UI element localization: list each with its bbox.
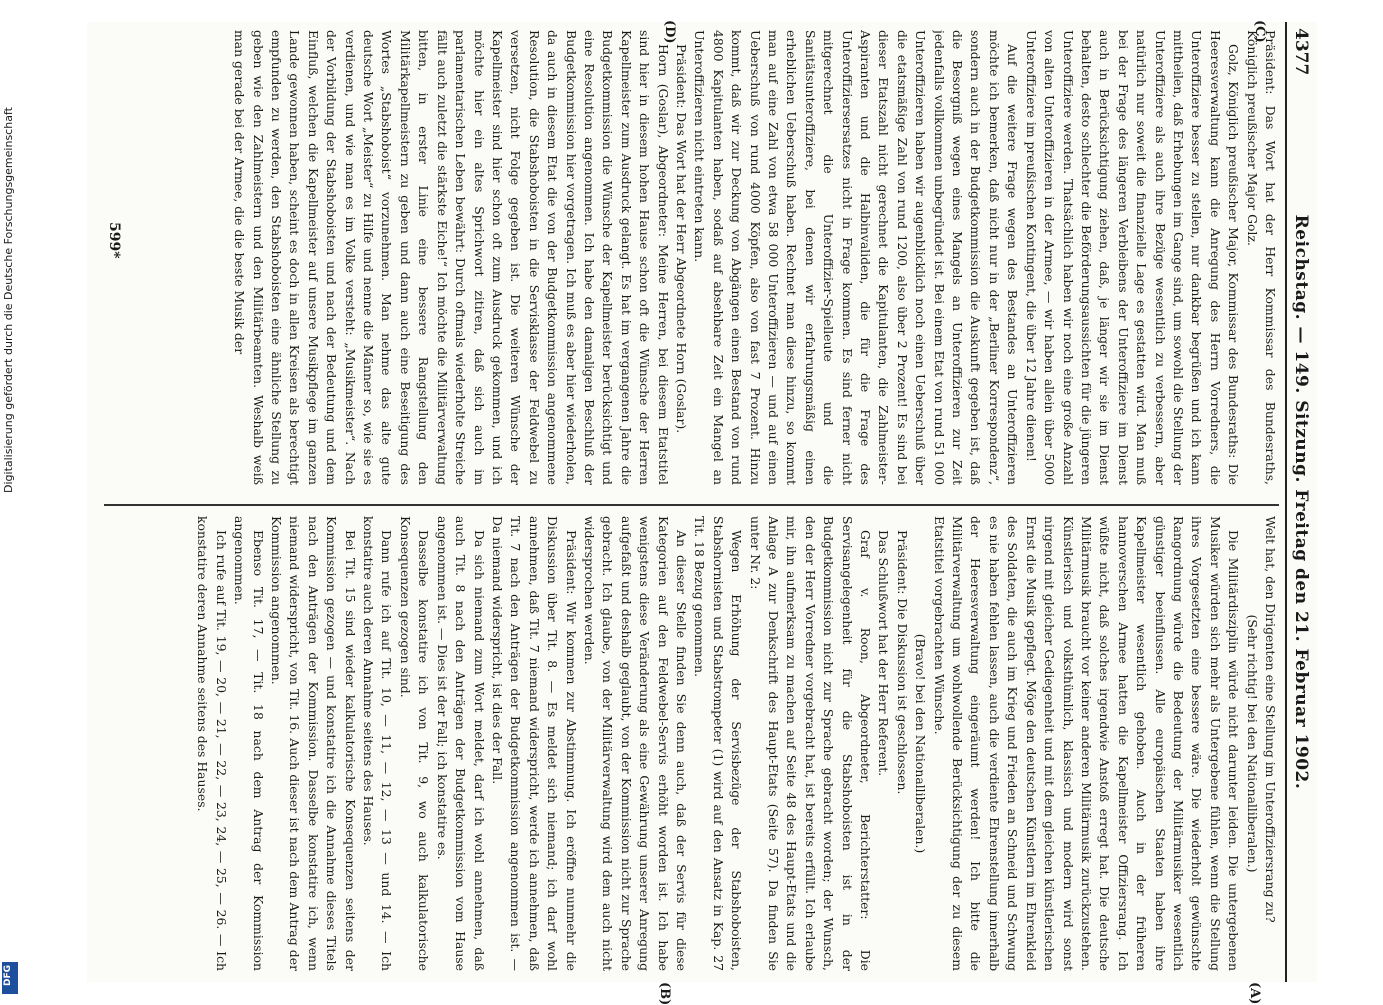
left-column	[99, 30, 1279, 485]
paragraph: Dann rufe ich auf Tit. 10, — 11, — 12, — 13 — und 14. — Ich konstatire auch deren Annahme seitens des Hauses.	[361, 516, 395, 971]
margin-marker-a: (A)	[1247, 982, 1262, 1005]
header-rule	[1285, 22, 1287, 982]
paragraph: Ich rufe auf Tit. 19, — 20, — 21, — 22, — 23, 24, — 25, — 26. — Ich konstatire deren Annahme seitens des Hauses.	[195, 516, 229, 971]
paragraph: Welt hat, den Dirigenten eine Stellung im Unteroffiziersrang zu?	[1263, 516, 1278, 923]
paragraph: Dasselbe konstatire ich von Tit. 9, wo auch kalkulatorische Konsequenzen gezogen sind.	[397, 516, 432, 971]
page-header	[1283, 22, 1317, 982]
interjection: (Sehr richtig! bei den Nationalliberalen.)	[1244, 614, 1260, 873]
paragraph: Auf die weitere Frage wegen des Bestandes an Unteroffizieren möchte ich bemerken, daß nicht nur in der „Berliner Korrespondenz“, sondern auch in der Budgetkommission die Auskunft gegeben ist, daß die Besorgniß wegen eines Mangels an Unteroffizieren zur Zeit jedenfalls vollkommen unbegründet ist. Bei einem Etat von rund 51 000 Unteroffizieren haben wir augenblicklich noch einen Ueberschuß über die etatsmäßige Zahl von rund 1200, also über 2 Prozent! Es sind bei dieser Etatszahl nicht gerechnet die Kapitulanten, die Zahlmeister-Aspiranten und die Halbinvaliden, die für die Frage des Unteroffiziersersatzes nicht in Frage kommen. Es sind ferner nicht mitgerechnet die Unteroffizier-Spielleute und die Sanitätsunteroffiziere, bei denen wir erfahrungsmäßig einen erheblichen Ueberschuß haben. Rechnet man diese hinzu, so kommt man auf eine Zahl von etwa 58 000 Unteroffizieren — und auf einen Ueberschuß von rund 4000 Köpfen, also von fast 7 Prozent. Hinzu kommt, daß wir zur Deckung von Abgängen einen Bestand von rund 4800 Kapitulanten haben, sodaß auf absehbare Zeit ein Mangel an Unteroffizieren nicht eintreten kann.	[692, 30, 1021, 485]
margin-marker-c: (C)	[1252, 20, 1267, 43]
paragraph: An dieser Stelle finden Sie denn auch, daß der Servis für diese Kategorien auf den Feldwebel-Servis erhöht worden ist. Ich habe wenigstens diese Veränderung als eine Gewährung unserer Anregung aufgefaßt und deshalb geglaubt, von der Kommission nicht zur Sprache gebracht. Ich glaube, von der Militärverwaltung wird dem auch nicht widersprochen werden.	[581, 516, 689, 971]
dfg-logo-text: DFG	[3, 964, 13, 986]
column-divider	[104, 504, 1279, 506]
page-number: 4377	[1291, 28, 1311, 76]
paragraph: Graf v. Roon, Abgeordneter, Berichterstatter: Die Servisangelegenheit für die Stabshoboisten ist in der Budgetkommission nicht zur Sprache gebracht worden; der Wunsch, den der Herr Vorredner vorgebracht hat, ist bereits erfüllt. Ich erlaube mir, ihn aufmerksam zu machen auf Seite 48 des Haupt-Etats und die Anlage A zur Denkschrift des Haupt-Etats (Seite 57). Da finden Sie unter Nr. 2:	[747, 516, 874, 971]
interjection: (Bravo! bei den Nationalliberalen.)	[913, 633, 929, 854]
margin-marker-d: (D)	[662, 20, 677, 44]
paragraph: Präsident: Die Diskussion ist geschlossen.	[894, 530, 910, 795]
dfg-logo	[2, 962, 18, 994]
paragraph: Wegen Erhöhung der Servisbezüge der Stabshoboisten, Stabshornisten und Stabstrompeter (1) wird auf den Ansatz in Kap. 27 Tit. 18 Bezug genommen.	[692, 516, 745, 971]
paragraph: Golz, Königlich preußischer Major, Kommissar des Bundesraths: Die Heeresverwaltung kann die Anregung des Herrn Vorredners, die Unteroffiziere besser zu stellen, nur dankbar begrüßen und ich kann mittheilen, daß Erhebungen im Gange sind, um sowohl die Stellung der Unteroffiziere als auch ihre Bezüge wesentlich zu verbessern, aber natürlich nur soweit die finanzielle Lage es gestatten wird. Man muß bei der Frage des längeren Verbleibens der Unteroffiziere im Dienst auch in Berücksichtigung ziehen, daß, je länger wir sie im Dienst behalten, desto schlechter die Beförderungsaussichten für die jüngeren Unteroffiziere werden. Thatsächlich haben wir noch eine große Anzahl von alten Unteroffizieren in der Armee, — wir haben allein über 5000 Unteroffiziere im preußischen Kontingent, die über 12 Jahre dienen!	[1023, 30, 1242, 485]
paragraph: Bei Tit. 15 sind wieder kalkulatorische Konsequenzen seitens der Kommission gezogen — und konstatire ich die Annahme dieses Titels nach den Anträgen der Kommission. Dasselbe konstatire ich, wenn niemand widerspricht, von Tit. 16. Auch dieser ist nach dem Antrag der Kommission angenommen.	[269, 516, 358, 971]
funding-note: Digitalisierung gefördert durch die Deutsche Forschungsgemeinschaft	[2, 107, 15, 493]
paragraph: Präsident: Das Wort hat der Herr Abgeordnete Horn (Goslar).	[674, 44, 689, 434]
paragraph: Ebenso Tit. 17, — Tit. 18 nach dem Antrag der Kommission angenommen.	[232, 516, 266, 971]
sheet-number: 599*	[106, 222, 122, 259]
right-column	[99, 516, 1279, 971]
paragraph: Präsident: Wir kommen zur Abstimmung. Ich eröffne nunmehr die Diskussion über Tit. 8. — Es meldet sich niemand; ich darf wohl annehmen, daß Tit. 7 niemand widerspricht, werde ich annehmen, daß Tit. 7 nach den Anträgen der Budgetkommission angenommen ist. — Da niemand widerspricht, ist dies der Fall.	[489, 516, 579, 971]
paragraph: Da sich niemand zum Wort meldet, darf ich wohl annehmen, daß auch Tit. 8 nach den Anträgen der Budgetkommission vom Hause angenommen ist. — Dies ist der Fall; ich konstatire es.	[434, 516, 487, 971]
margin-marker-b: (B)	[657, 982, 672, 1005]
paragraph: Horn (Goslar), Abgeordneter: Meine Herren, bei diesem Etatstitel sind hier in diesem hohen Hause schon oft die Wünsche der Herren Kapellmeister zum Ausdruck gelangt. Es hat im vergangenen Jahre die Budgetkommission die Wünsche der Kapellmeister berücksichtigt und eine Resolution angenommen. Ich habe den damaligen Beschluß der Budgetkommission hier vorgetragen. Ich muß es aber hier wiederholen, da auch in diesem Etat die von der Budgetkommission angenommene Resolution, die Stabshoboisten in die Servisklasse der Feldwebel zu versetzen, nicht Folge gegeben ist. Die weiteren Wünsche der Kapellmeister sind hier schon oft zum Ausdruck gekommen, und ich möchte hier ein altes Sprichwort zitiren, daß sich auch im parlamentarischen Leben bewährt: Durch oftmals wiederholte Streiche fällt auch zuletzt die stärkste Eiche!“ Ich möchte die Militärverwaltung bitten, in erster Linie eine bessere Rangstellung den Militärkapellmeistern zu geben und dann auch eine Beseitigung des Wortes „Stabshoboist“ vorzunehmen. Man nehme das alte gute deutsche Wort „Meister“ zu Hilfe und nenne die Männer so, wie sie es verdienen, und wie man es im Volke versteht: „Musikmeister“. Nach der Vorbildung der Stabshoboisten und nach der Bedeutung und dem Einfluß, welchen die Kapellmeister auf unsere Musikpflege im ganzen Lande gewonnen haben, scheint es doch in allen Kreisen als berechtigt empfunden zu werden, den Stabshoboisten eine ähnliche Stellung zu geben wie den Zahlmeistern und den Militärbeamten. Weshalb weiß man gerade bei der Armee, die die beste Musik der	[232, 30, 671, 485]
paragraph: Das Schlußwort hat der Herr Referent.	[876, 530, 892, 777]
paragraph: Die Militärdisziplin würde nicht darunter leiden. Die untergebenen Musiker würden sich mehr als Untergebene fühlen, wenn die Stellung ihres Vorgesetzten eine bessere wäre. Die wiederholt gewünschte Rangordnung würde die Bedeutung der Militärmusiker wesentlich günstiger beeinflussen. Alle europäischen Staaten haben ihre Kapellmeister wesentlich gehoben. Auch in der früheren hannoverschen Armee hatten die Kapellmeister Offiziersrang. Ich wüßte nicht, daß solches irgendwie Anstoß erregt hat. Die deutsche Militärmusik braucht vor keiner anderen Militärmusik zurückzustehen. Künstlerisch und volksthümlich, klassisch und modern wird sonst nirgend mit gleicher Gediegenheit und mit dem gleichen künstlerischen Ernst die Musik gepflegt. Möge den deutschen Künstlern im Ehrenkleid des Soldaten, die auch im Krieg und Frieden an Schneid und Schwung es nie haben fehlen lassen, auch die verdiente Ehrenstellung innerhalb der Heeresverwaltung eingeräumt werden! Ich bitte die Militärverwaltung um wohlwollende Berücksichtigung der zu diesem Etatstitel vorgebrachten Wünsche.	[931, 516, 1242, 971]
paragraph: Präsident: Das Wort hat der Herr Kommissar des Bundesraths, Königlich preußischer Major Golz.	[1244, 30, 1278, 485]
document-page	[87, 20, 1317, 1005]
page-title: Reichstag. — 149. Sitzung. Freitag den 21. Februar 1902.	[1291, 214, 1311, 790]
